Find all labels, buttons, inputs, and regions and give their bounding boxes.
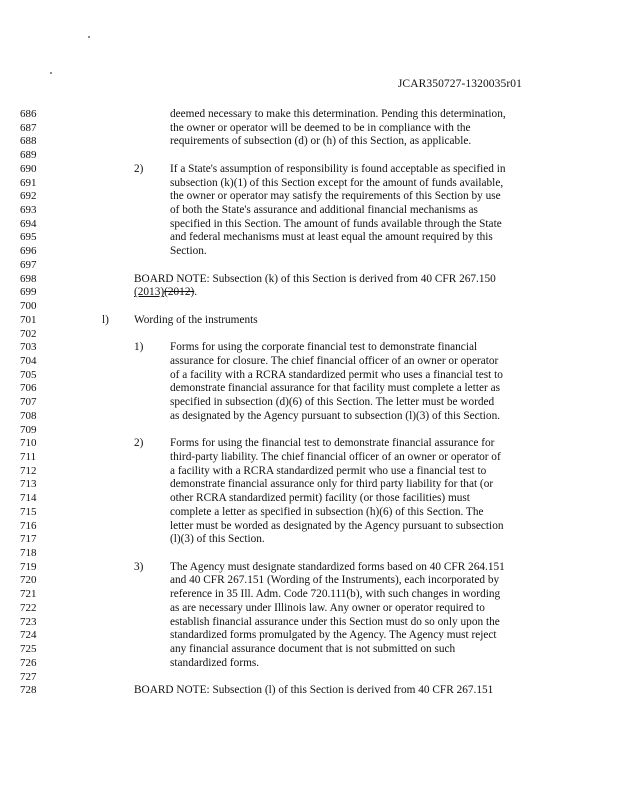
line-text: specified in this Section. The amount of funds available through the State [170,217,502,230]
line-text: The Agency must designate standardized forms based on 40 CFR 264.151 [170,560,505,573]
line-text: complete a letter as specified in subsection (h)(6) of this Section. The [170,505,484,518]
line-number: 690 [20,162,37,175]
line-number: 726 [20,656,37,669]
line-number: 697 [20,258,37,271]
line-number: 693 [20,204,37,217]
line-text: Forms for using the financial test to demonstrate financial assurance for [170,437,495,450]
line-number: 708 [20,409,37,422]
document-line [0,437,618,451]
line-number: 720 [20,574,37,587]
line-text: the owner or operator may satisfy the requirements of this Section by use [170,190,501,203]
subsection-label: 2) [134,162,144,175]
line-text: as are necessary under Illinois law. Any owner or operator required to [170,601,485,614]
line-text: subsection (k)(1) of this Section except for the amount of funds available, [170,176,504,189]
line-text: of a facility with a RCRA standardized permit who uses a financial test to [170,368,503,381]
document-line [0,259,618,273]
line-text: deemed necessary to make this determination. Pending this determination, [170,108,506,120]
line-text: and 40 CFR 267.151 (Wording of the Instruments), each incorporated by [170,574,500,587]
scan-speck [50,72,52,74]
document-line [0,671,618,685]
document-line [0,396,618,410]
document-line [0,149,618,163]
document-line [0,190,618,204]
line-number: 713 [20,478,37,491]
line-text: of both the State's assurance and additional financial mechanisms as [170,204,478,217]
line-text: standardized forms promulgated by the Agency. The Agency must reject [170,629,497,642]
line-number: 706 [20,382,37,395]
document-line [0,163,618,177]
line-text: specified in subsection (d)(6) of this Section. The letter must be worded [170,396,495,409]
line-text: demonstrate financial assurance for that facility must complete a letter as [170,382,500,395]
line-number: 702 [20,327,37,340]
line-text: BOARD NOTE: Subsection (k) of this Section is derived from 40 CFR 267.150 [134,272,496,285]
line-text: other RCRA standardized permit) facility (or those facilities) must [170,492,470,505]
document-line [0,108,618,122]
line-text: BOARD NOTE: Subsection (l) of this Section is derived from 40 CFR 267.151 [134,684,494,697]
document-line [0,629,618,643]
line-number: 716 [20,519,37,532]
line-number: 728 [20,684,37,697]
line-text: the owner or operator will be deemed to be in compliance with the [170,121,471,134]
line-number: 700 [20,300,37,313]
document-line [0,533,618,547]
line-number: 692 [20,190,37,203]
line-number: 704 [20,354,37,367]
line-text: any financial assurance document that is not submitted on such [170,643,456,656]
document-line [0,602,618,616]
subsection-label: 1) [134,341,144,354]
document-line [0,657,618,671]
deleted-text: (2012) [164,286,195,299]
line-text: letter must be worded as designated by the Agency pursuant to subsection [170,519,504,532]
document-line [0,355,618,369]
line-number: 696 [20,245,37,258]
line-number: 715 [20,505,37,518]
line-text: assurance for closure. The chief financial officer of an owner or operator [170,354,499,367]
line-number: 705 [20,368,37,381]
line-text: reference in 35 Ill. Adm. Code 720.111(b), with such changes in wording [170,588,501,601]
document-line [0,588,618,602]
line-number: 709 [20,423,37,436]
document-id: JCAR350727-1320035r01 [397,78,522,90]
line-text: as designated by the Agency pursuant to subsection (l)(3) of this Section. [170,409,501,422]
line-number: 712 [20,464,37,477]
document-line [0,424,618,438]
document-line [0,616,618,630]
document-line [0,465,618,479]
line-number: 725 [20,643,37,656]
line-text: Forms for using the corporate financial test to demonstrate financial [170,341,478,354]
document-line [0,547,618,561]
line-text: requirements of subsection (d) or (h) of this Section, as applicable. [170,135,472,148]
subsection-label: l) [102,313,109,326]
line-number: 698 [20,272,37,285]
line-number: 727 [20,670,37,683]
document-line [0,218,618,232]
document-line [0,520,618,534]
line-number: 689 [20,149,37,162]
document-line [0,231,618,245]
line-number: 718 [20,547,37,560]
document-line [0,506,618,520]
line-number: 694 [20,217,37,230]
document-line [0,177,618,191]
line-number: 714 [20,492,37,505]
line-number: 724 [20,629,37,642]
line-number: 699 [20,286,37,299]
line-number: 687 [20,121,37,134]
line-text: a facility with a RCRA standardized permit who use a financial test to [170,464,487,477]
scan-speck [88,36,90,38]
document-line [0,561,618,575]
document-line [0,451,618,465]
document-line [0,574,618,588]
document-line [0,273,618,287]
line-number: 721 [20,588,37,601]
line-number: 717 [20,533,37,546]
line-text: establish financial assurance under this Section must do so only upon the [170,615,500,628]
line-number: 688 [20,135,37,148]
line-number: 695 [20,231,37,244]
line-number: 707 [20,396,37,409]
document-line [0,204,618,218]
line-number: 710 [20,437,37,450]
line-text: (2013)(2012). [134,286,198,299]
subsection-label: 3) [134,560,144,573]
document-line [0,122,618,136]
document-line [0,478,618,492]
line-text: and federal mechanisms must at least equal the amount required by this [170,231,493,244]
document-line [0,286,618,300]
line-text: Section. [170,245,207,258]
line-number: 722 [20,601,37,614]
line-number: 703 [20,341,37,354]
document-line [0,328,618,342]
line-number: 723 [20,615,37,628]
line-text: third-party liability. The chief financial officer of an owner or operator of [170,451,501,463]
inserted-text: (2013) [134,286,165,299]
document-line [0,314,618,328]
subsection-label: 2) [134,437,144,450]
document-line [0,300,618,314]
line-number: 701 [20,313,37,326]
document-line [0,410,618,424]
document-line [0,341,618,355]
line-number: 719 [20,560,37,573]
line-number: 686 [20,108,37,120]
document-line [0,135,618,149]
line-number: 691 [20,176,37,189]
line-text: Wording of the instruments [134,313,258,326]
line-text: standardized forms. [170,656,260,669]
document-line [0,245,618,259]
line-text: demonstrate financial assurance only for third party liability for that (or [170,478,494,491]
line-text: (l)(3) of this Section. [170,533,265,546]
document-line [0,382,618,396]
document-line [0,369,618,383]
document-line [0,684,618,698]
line-text: If a State's assumption of responsibility is found acceptable as specified in [170,162,506,175]
document-line [0,492,618,506]
line-number: 711 [20,451,37,463]
document-line [0,643,618,657]
